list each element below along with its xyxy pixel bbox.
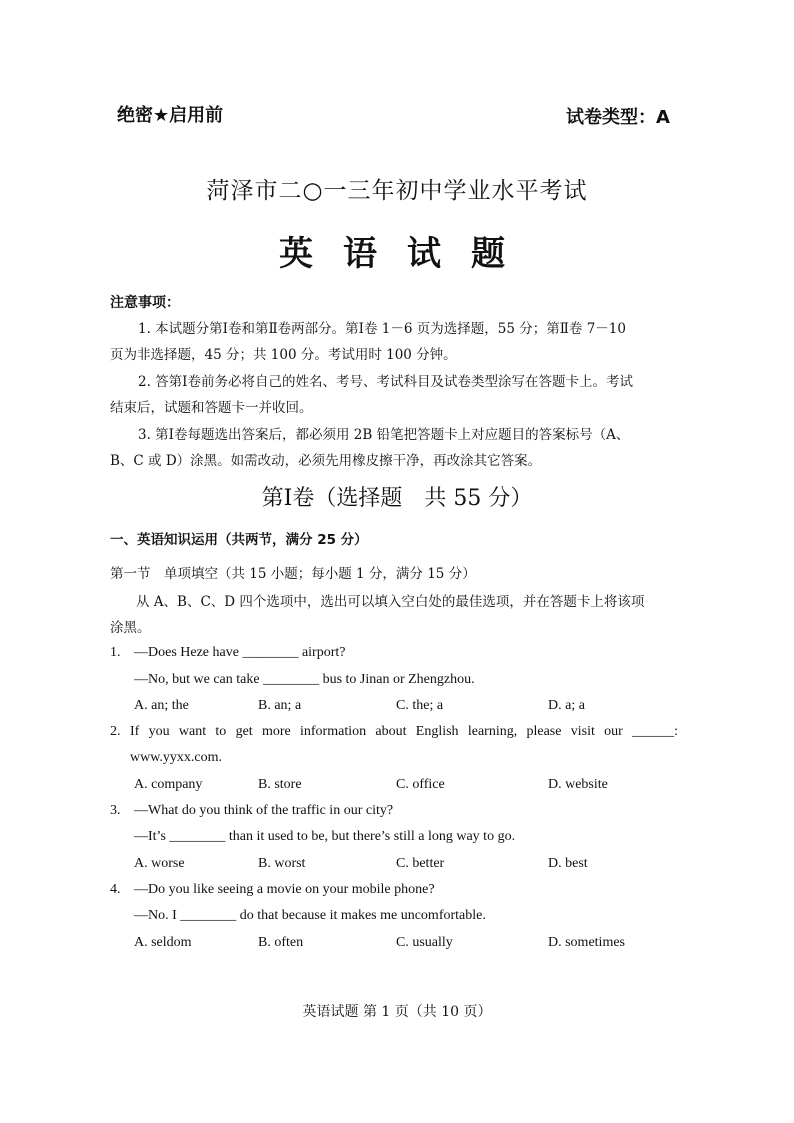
page-footer: 英语试题 第 1 页（共 10 页） bbox=[302, 1004, 492, 1020]
question-number: 2. bbox=[110, 724, 121, 739]
option-d: D. best bbox=[548, 856, 588, 871]
question-line: If you want to get more information about English learning, please visit our ______: bbox=[130, 724, 678, 739]
option-d: D. sometimes bbox=[548, 935, 625, 950]
paper-type-label: 试卷类型：A bbox=[566, 107, 670, 128]
note-1b: 页为非选择题，45 分；共 100 分。考试用时 100 分钟。 bbox=[110, 347, 457, 363]
option-a: A. seldom bbox=[134, 935, 192, 950]
option-c: C. better bbox=[396, 856, 445, 871]
note-2b: 结束后，试题和答题卡一并收回。 bbox=[110, 400, 313, 416]
question-line: —No. I ________ do that because it makes me uncomfortable. bbox=[134, 908, 486, 923]
note-3b: B、C 或 D）涂黑。如需改动，必须先用橡皮擦干净，再改涂其它答案。 bbox=[110, 453, 542, 469]
subject-title: 英语试题 bbox=[279, 234, 535, 274]
option-c: C. office bbox=[396, 777, 445, 792]
question-line: —Do you like seeing a movie on your mobile phone? bbox=[134, 882, 435, 897]
confidential-label: 绝密★启用前 bbox=[117, 105, 224, 126]
option-d: D. a; a bbox=[548, 698, 585, 713]
part-heading: 一、英语知识运用（共两节，满分 25 分） bbox=[110, 532, 368, 548]
question-number: 1. bbox=[110, 645, 121, 660]
option-a: A. an; the bbox=[134, 698, 189, 713]
question-line: —What do you think of the traffic in our city? bbox=[134, 803, 394, 818]
question-line: —It’s ________ than it used to be, but there’s still a long way to go. bbox=[134, 829, 516, 844]
exam-title: 菏泽市二○一三年初中学业水平考试 bbox=[206, 178, 588, 204]
question-number: 3. bbox=[110, 803, 121, 818]
note-2a: 2. 答第Ⅰ卷前务必将自己的姓名、考号、考试科目及试卷类型涂写在答题卡上。考试 bbox=[138, 374, 634, 390]
option-a: A. worse bbox=[134, 856, 185, 871]
note-3a: 3. 第Ⅰ卷每题选出答案后，都必须用 2B 铅笔把答题卡上对应题目的答案标号（A、 bbox=[138, 427, 630, 443]
instruction-line-1: 从 A、B、C、D 四个选项中，选出可以填入空白处的最佳选项，并在答题卡上将该项 bbox=[136, 594, 645, 610]
option-b: B. an; a bbox=[258, 698, 302, 713]
option-c: C. usually bbox=[396, 935, 453, 950]
option-b: B. store bbox=[258, 777, 302, 792]
option-b: B. worst bbox=[258, 856, 306, 871]
section-title: 第Ⅰ卷（选择题 共 55 分） bbox=[261, 486, 533, 511]
option-a: A. company bbox=[134, 777, 203, 792]
subsection-heading: 第一节 单项填空（共 15 小题；每小题 1 分，满分 15 分） bbox=[110, 566, 476, 582]
note-1a: 1. 本试题分第Ⅰ卷和第Ⅱ卷两部分。第Ⅰ卷 1－6 页为选择题，55 分；第Ⅱ卷 7－10 bbox=[138, 321, 626, 337]
question-line: —Does Heze have ________ airport? bbox=[134, 645, 346, 660]
question-number: 4. bbox=[110, 882, 121, 897]
instruction-line-2: 涂黑。 bbox=[110, 620, 151, 636]
question-line: www.yyxx.com. bbox=[130, 750, 223, 765]
option-c: C. the; a bbox=[396, 698, 444, 713]
option-b: B. often bbox=[258, 935, 304, 950]
question-line: —No, but we can take ________ bus to Jinan or Zhengzhou. bbox=[134, 672, 475, 687]
notes-heading: 注意事项： bbox=[110, 295, 180, 311]
option-d: D. website bbox=[548, 777, 608, 792]
